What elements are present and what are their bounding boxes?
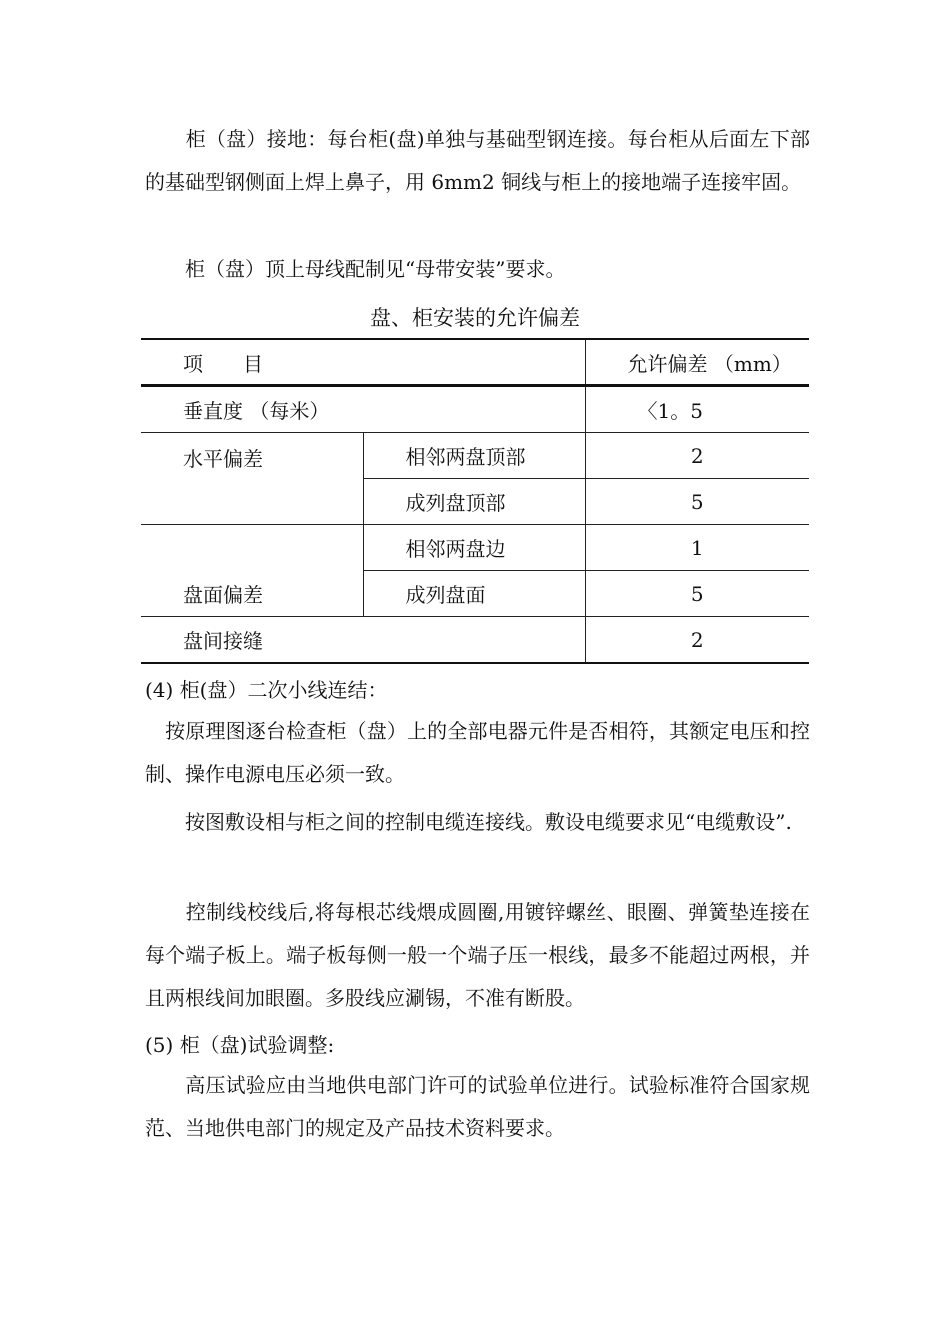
horizontal-sub1: 相邻两盘顶部 [363, 433, 585, 479]
horizontal-val2: 5 [585, 479, 809, 525]
section5-paragraph-1: 高压试验应由当地供电部门许可的试验单位进行。试验标准符合国家规范、当地供电部门的规定及产品技术资料要求。 [145, 1073, 810, 1140]
table-row [141, 617, 809, 664]
surface-val2: 5 [585, 571, 809, 617]
header-item: 项 目 [141, 339, 585, 386]
table-row [141, 525, 809, 571]
section5-heading: (5) 柜（盘)试验调整: [145, 1033, 335, 1057]
surface-val1: 1 [585, 525, 809, 571]
table-caption: 盘、柜安装的允许偏差 [370, 306, 580, 330]
surface-label: 盘面偏差 [141, 525, 363, 617]
surface-sub1: 相邻两盘边 [363, 525, 585, 571]
table-row [141, 386, 809, 433]
horizontal-sub2: 成列盘顶部 [363, 479, 585, 525]
verticality-label: 垂直度 （每米） [141, 386, 585, 433]
surface-sub2: 成列盘面 [363, 571, 585, 617]
section4-paragraph-3: 控制线校线后,将每根芯线煨成圆圈,用镀锌螺丝、眼圈、弹簧垫连接在每个端子板上。端子板每侧一般一个端子压一根线，最多不能超过两根，并且两根线间加眼圈。多股线应涮锡，不准有断股。 [145, 900, 810, 1010]
joint-value: 2 [585, 617, 809, 664]
section4-paragraph-2: 按图敷设相与柜之间的控制电缆连接线。敷设电缆要求见“电缆敷设”. [145, 810, 792, 834]
busbar-paragraph: 柜（盘）顶上母线配制见“母带安装”要求。 [145, 257, 566, 281]
section4-heading: (4) 柜(盘）二次小线连结： [145, 678, 388, 702]
table-row [141, 433, 809, 479]
joint-label: 盘间接缝 [141, 617, 585, 664]
horizontal-val1: 2 [585, 433, 809, 479]
tolerance-table [141, 338, 809, 664]
table-header-row [141, 339, 809, 386]
horizontal-label: 水平偏差 [141, 433, 363, 525]
header-tolerance: 允许偏差 （mm） [585, 339, 809, 386]
verticality-value: 〈1。5 [585, 386, 809, 433]
grounding-paragraph: 柜（盘）接地：每台柜(盘)单独与基础型钢连接。每台柜从后面左下部的基础型钢侧面上焊上鼻子，用 6mm2 铜线与柜上的接地端子连接牢固。 [145, 127, 810, 194]
section4-paragraph-1: 按原理图逐台检查柜（盘）上的全部电器元件是否相符，其额定电压和控制、操作电源电压必须一致。 [145, 719, 810, 786]
